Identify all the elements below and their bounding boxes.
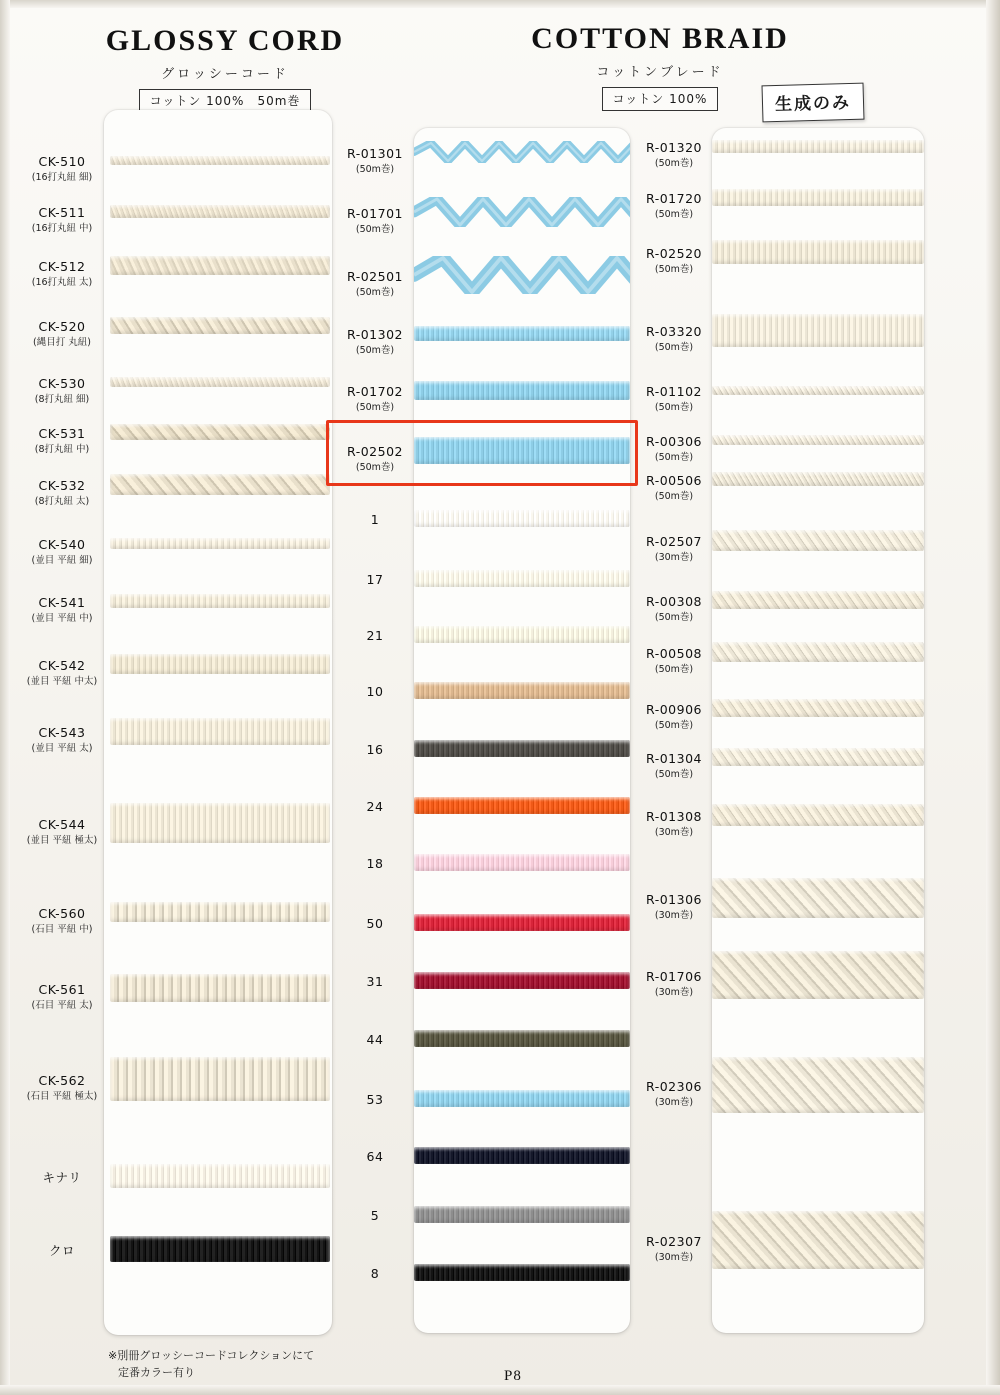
swatch-code: CK-560 bbox=[38, 906, 86, 921]
swatch-label bbox=[636, 1079, 712, 1109]
swatch-sample bbox=[712, 804, 924, 826]
swatch-sample bbox=[712, 642, 924, 662]
swatch-code: CK-543 bbox=[38, 725, 86, 740]
swatch-label bbox=[20, 154, 104, 184]
swatch-code: R-01702 bbox=[347, 384, 403, 399]
swatch-sample bbox=[110, 594, 330, 608]
swatch-label bbox=[636, 594, 712, 624]
swatch-code: CK-510 bbox=[38, 154, 86, 169]
swatch-label bbox=[636, 140, 712, 170]
swatch-sample bbox=[414, 1264, 630, 1281]
swatch-sub: (8打丸紐 中) bbox=[34, 443, 90, 455]
swatch-code: CK-561 bbox=[38, 982, 86, 997]
swatch-code: CK-530 bbox=[38, 376, 86, 391]
swatch-code: 18 bbox=[366, 856, 384, 871]
header-material-tag: コットン 100% bbox=[602, 87, 719, 111]
swatch-sample bbox=[110, 256, 330, 275]
swatch-label bbox=[340, 1149, 410, 1165]
swatch-code: R-01304 bbox=[646, 751, 702, 766]
swatch-sub: (30m巻) bbox=[654, 986, 694, 998]
swatch-code: R-03320 bbox=[646, 324, 702, 339]
swatch-sub: (16打丸紐 細) bbox=[31, 171, 93, 183]
swatch-code: R-01308 bbox=[646, 809, 702, 824]
swatch-sub: (16打丸紐 太) bbox=[31, 276, 93, 288]
swatch-label bbox=[636, 246, 712, 276]
swatch-label bbox=[636, 324, 712, 354]
swatch-sample bbox=[414, 854, 630, 871]
swatch-code: CK-542 bbox=[38, 658, 86, 673]
swatch-code: 5 bbox=[370, 1208, 380, 1223]
swatch-label bbox=[20, 595, 104, 625]
swatch-label bbox=[20, 1243, 104, 1259]
swatch-sample bbox=[712, 951, 924, 999]
swatch-code: 50 bbox=[366, 916, 384, 931]
swatch-sample bbox=[712, 314, 924, 347]
swatch-code: 24 bbox=[366, 799, 384, 814]
header-title-jp: グロッシーコード bbox=[161, 67, 289, 82]
swatch-code: CK-511 bbox=[38, 205, 86, 220]
swatch-code: 10 bbox=[366, 684, 384, 699]
swatch-label bbox=[340, 974, 410, 990]
swatch-sub: (30m巻) bbox=[654, 551, 694, 563]
swatch-label bbox=[636, 809, 712, 839]
header-title-en: COTTON BRAID bbox=[531, 22, 789, 55]
swatch-code: R-00306 bbox=[646, 434, 702, 449]
swatch-sample bbox=[110, 902, 330, 922]
swatch-sub: (16打丸紐 中) bbox=[31, 222, 93, 234]
natural-only-stamp: 生成のみ bbox=[762, 83, 865, 123]
swatch-sub: (並目 平紐 中) bbox=[31, 612, 93, 624]
page-edge-bottom bbox=[0, 1385, 1000, 1395]
swatch-sub: (並目 平紐 中太) bbox=[26, 675, 98, 687]
swatch-code: 16 bbox=[366, 742, 384, 757]
swatch-label bbox=[20, 1170, 104, 1186]
swatch-sub: (縄目打 丸紐) bbox=[33, 336, 91, 348]
swatch-label bbox=[20, 906, 104, 936]
swatch-sample bbox=[712, 878, 924, 918]
swatch-sub: (50m巻) bbox=[654, 401, 694, 413]
swatch-sub: (並目 平紐 太) bbox=[31, 742, 93, 754]
swatch-sample bbox=[414, 1030, 630, 1047]
swatch-code: R-02307 bbox=[646, 1234, 702, 1249]
swatch-label bbox=[340, 444, 410, 474]
swatch-code: CK-544 bbox=[38, 817, 86, 832]
swatch-label bbox=[340, 684, 410, 700]
swatch-sub: (50m巻) bbox=[654, 341, 694, 353]
swatch-sample bbox=[414, 197, 630, 227]
swatch-sample bbox=[414, 1147, 630, 1164]
swatch-code: CK-512 bbox=[38, 259, 86, 274]
swatch-sub: (並目 平紐 極太) bbox=[26, 834, 98, 846]
swatch-sub: (50m巻) bbox=[355, 344, 395, 356]
swatch-label bbox=[636, 892, 712, 922]
swatch-code: CK-531 bbox=[38, 426, 86, 441]
swatch-label bbox=[20, 478, 104, 508]
swatch-label bbox=[340, 1266, 410, 1282]
swatch-sample bbox=[414, 914, 630, 931]
swatch-sample bbox=[712, 1057, 924, 1113]
swatch-sub: (50m巻) bbox=[355, 461, 395, 473]
swatch-label bbox=[20, 376, 104, 406]
swatch-sub: (50m巻) bbox=[654, 768, 694, 780]
swatch-sub: (30m巻) bbox=[654, 1096, 694, 1108]
swatch-sub: (50m巻) bbox=[654, 451, 694, 463]
swatch-sub: (50m巻) bbox=[355, 163, 395, 175]
swatch-sample bbox=[414, 570, 630, 587]
swatch-sub: (50m巻) bbox=[654, 719, 694, 731]
swatch-sub: (30m巻) bbox=[654, 909, 694, 921]
swatch-sample bbox=[414, 256, 630, 294]
page-edge-left bbox=[0, 0, 10, 1395]
swatch-code: R-00906 bbox=[646, 702, 702, 717]
swatch-sub: (石目 平紐 極太) bbox=[26, 1090, 98, 1102]
swatch-sub: (石目 平紐 中) bbox=[31, 923, 93, 935]
swatch-sample bbox=[712, 530, 924, 551]
swatch-code: CK-532 bbox=[38, 478, 86, 493]
swatch-sample bbox=[712, 472, 924, 486]
swatch-sample bbox=[414, 1090, 630, 1107]
page-edge-right bbox=[986, 0, 1000, 1395]
swatch-sample bbox=[414, 797, 630, 814]
swatch-sub: (50m巻) bbox=[355, 401, 395, 413]
swatch-label bbox=[340, 856, 410, 872]
footer-note-line2: 定番カラー有り bbox=[118, 1365, 195, 1379]
swatch-code: クロ bbox=[48, 1243, 75, 1258]
swatch-code: R-02501 bbox=[347, 269, 403, 284]
swatch-label bbox=[636, 191, 712, 221]
swatch-sample bbox=[712, 240, 924, 264]
swatch-code: R-01320 bbox=[646, 140, 702, 155]
swatch-sample bbox=[110, 974, 330, 1002]
swatch-sample bbox=[110, 718, 330, 745]
swatch-label bbox=[340, 146, 410, 176]
swatch-code: R-02520 bbox=[646, 246, 702, 261]
swatch-code: R-01102 bbox=[646, 384, 702, 399]
swatch-label bbox=[20, 725, 104, 755]
swatch-label bbox=[20, 817, 104, 847]
swatch-label bbox=[340, 916, 410, 932]
swatch-label bbox=[340, 1208, 410, 1224]
swatch-code: 1 bbox=[370, 512, 380, 527]
page-number: P8 bbox=[504, 1368, 522, 1384]
swatch-label bbox=[340, 206, 410, 236]
swatch-sub: (50m巻) bbox=[654, 208, 694, 220]
swatch-sample bbox=[110, 1164, 330, 1188]
swatch-code: 31 bbox=[366, 974, 384, 989]
swatch-code: 53 bbox=[366, 1092, 384, 1107]
swatch-code: 8 bbox=[370, 1266, 380, 1281]
swatch-sample bbox=[110, 377, 330, 387]
swatch-code: R-02502 bbox=[347, 444, 403, 459]
swatch-label bbox=[20, 1073, 104, 1103]
swatch-label bbox=[20, 205, 104, 235]
swatch-sample bbox=[110, 317, 330, 334]
swatch-code: R-02507 bbox=[646, 534, 702, 549]
swatch-label bbox=[636, 473, 712, 503]
swatch-sample bbox=[712, 748, 924, 766]
swatch-sample bbox=[712, 591, 924, 609]
swatch-code: R-00508 bbox=[646, 646, 702, 661]
swatch-label bbox=[20, 982, 104, 1012]
swatch-code: CK-520 bbox=[38, 319, 86, 334]
swatch-code: R-01306 bbox=[646, 892, 702, 907]
swatch-label bbox=[636, 702, 712, 732]
swatch-sub: (50m巻) bbox=[355, 286, 395, 298]
swatch-label bbox=[340, 269, 410, 299]
swatch-sub: (30m巻) bbox=[654, 826, 694, 838]
swatch-label bbox=[636, 1234, 712, 1264]
swatch-code: キナリ bbox=[42, 1170, 82, 1185]
swatch-sub: (並目 平紐 細) bbox=[31, 554, 93, 566]
swatch-label bbox=[636, 646, 712, 676]
swatch-code: R-00506 bbox=[646, 473, 702, 488]
swatch-code: CK-540 bbox=[38, 537, 86, 552]
swatch-sample bbox=[414, 740, 630, 757]
swatch-sample bbox=[110, 1057, 330, 1101]
swatch-label bbox=[340, 384, 410, 414]
swatch-code: CK-562 bbox=[38, 1073, 86, 1088]
swatch-sample bbox=[712, 699, 924, 717]
swatch-sample bbox=[414, 381, 630, 400]
header-material-tag: コットン 100% 50m巻 bbox=[139, 89, 312, 113]
swatch-sample bbox=[110, 538, 330, 549]
swatch-sample bbox=[110, 1236, 330, 1262]
footer-note-line1: ※別冊グロッシーコードコレクションにて bbox=[108, 1349, 315, 1362]
swatch-label bbox=[340, 327, 410, 357]
swatch-sub: (50m巻) bbox=[355, 223, 395, 235]
swatch-sample bbox=[414, 510, 630, 527]
swatch-sub: (50m巻) bbox=[654, 263, 694, 275]
header-title-en: GLOSSY CORD bbox=[105, 24, 345, 57]
swatch-sample bbox=[414, 972, 630, 989]
swatch-sample bbox=[712, 435, 924, 445]
header-glossy-cord bbox=[60, 24, 390, 113]
swatch-sample bbox=[712, 386, 924, 395]
swatch-label bbox=[20, 537, 104, 567]
swatch-label bbox=[636, 384, 712, 414]
swatch-sample bbox=[110, 474, 330, 495]
swatch-sample bbox=[414, 1206, 630, 1223]
swatch-code: 64 bbox=[366, 1149, 384, 1164]
swatch-code: CK-541 bbox=[38, 595, 86, 610]
swatch-sub: (8打丸紐 太) bbox=[34, 495, 90, 507]
swatch-sample bbox=[110, 156, 330, 165]
swatch-label bbox=[340, 628, 410, 644]
swatch-sample bbox=[414, 682, 630, 699]
swatch-sample bbox=[414, 326, 630, 341]
panel-cotton-braid-natural bbox=[712, 128, 924, 1333]
swatch-sample bbox=[712, 1211, 924, 1269]
page-edge-top bbox=[0, 0, 1000, 8]
swatch-sample bbox=[712, 189, 924, 206]
swatch-code: R-01302 bbox=[347, 327, 403, 342]
swatch-code: R-02306 bbox=[646, 1079, 702, 1094]
swatch-code: R-00308 bbox=[646, 594, 702, 609]
swatch-label bbox=[340, 1032, 410, 1048]
swatch-code: R-01301 bbox=[347, 146, 403, 161]
swatch-sample bbox=[414, 626, 630, 643]
footer-note bbox=[108, 1348, 314, 1381]
swatch-sample bbox=[414, 141, 630, 163]
swatch-label bbox=[636, 969, 712, 999]
swatch-label bbox=[20, 259, 104, 289]
swatch-label bbox=[340, 799, 410, 815]
swatch-sample bbox=[712, 140, 924, 153]
swatch-label bbox=[340, 572, 410, 588]
swatch-sub: (30m巻) bbox=[654, 1251, 694, 1263]
swatch-sample bbox=[110, 803, 330, 843]
swatch-code: R-01720 bbox=[646, 191, 702, 206]
swatch-sample bbox=[414, 437, 630, 464]
swatch-code: R-01706 bbox=[646, 969, 702, 984]
header-title-jp: コットンブレード bbox=[596, 65, 724, 80]
swatch-sub: (50m巻) bbox=[654, 663, 694, 675]
swatch-sub: (50m巻) bbox=[654, 611, 694, 623]
swatch-code: 44 bbox=[366, 1032, 384, 1047]
swatch-code: R-01701 bbox=[347, 206, 403, 221]
swatch-sample bbox=[110, 654, 330, 674]
swatch-label bbox=[340, 1092, 410, 1108]
swatch-label bbox=[340, 742, 410, 758]
swatch-label bbox=[636, 751, 712, 781]
swatch-label bbox=[340, 512, 410, 528]
swatch-label bbox=[20, 426, 104, 456]
swatch-label bbox=[20, 319, 104, 349]
swatch-code: 21 bbox=[366, 628, 384, 643]
swatch-sub: (50m巻) bbox=[654, 490, 694, 502]
swatch-sample bbox=[110, 205, 330, 218]
swatch-sub: (8打丸紐 細) bbox=[34, 393, 90, 405]
swatch-sub: (50m巻) bbox=[654, 157, 694, 169]
swatch-sub: (石目 平紐 太) bbox=[31, 999, 93, 1011]
swatch-label bbox=[20, 658, 104, 688]
swatch-label bbox=[636, 534, 712, 564]
swatch-label bbox=[636, 434, 712, 464]
swatch-code: 17 bbox=[366, 572, 384, 587]
swatch-sample bbox=[110, 424, 330, 440]
